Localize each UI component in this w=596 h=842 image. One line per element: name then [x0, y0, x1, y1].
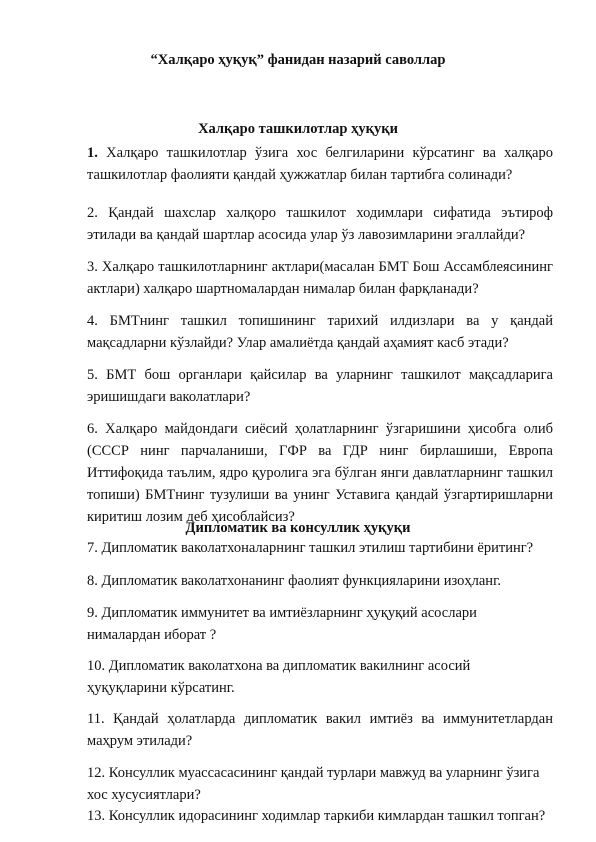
question-number: 11. — [87, 711, 105, 727]
question-6 — [87, 418, 553, 528]
question-8 — [87, 570, 553, 592]
section-title-diplomatic-consular-law: Дипломатик ва консуллик ҳуқуқи — [185, 520, 411, 536]
question-text: Халқаро ташкилотлар ўзига хос белгиларини кўрсатинг ва халқаро ташкилотлар фаолияти қандай ҳужжатлар билан тартибга солинади? — [87, 145, 553, 183]
question-text: Халқаро ташкилотларнинг актлари(масалан БМТ Бош Ассамблеясининг актлари) халқаро шартномалардан нималар билан фарқланади? — [87, 259, 553, 297]
question-5 — [87, 364, 553, 408]
question-13 — [87, 805, 553, 827]
question-10 — [87, 655, 553, 699]
question-number: 1. — [87, 145, 98, 161]
question-text: Консуллик идорасининг ходимлар таркиби кимлардан ташкил топган? — [105, 808, 546, 824]
question-text: БМТнинг ташкил топишининг тарихий илдизлари ва у қандай мақсадларни кўзлайди? Улар амалиётда қандай аҳамият касб этади? — [87, 313, 553, 351]
question-9 — [87, 602, 553, 646]
question-number: 12. — [87, 765, 106, 781]
document-title: “Халқаро ҳуқуқ” фанидан назарий саволлар — [150, 52, 446, 68]
section-title-international-organizations: Халқаро ташкилотлар ҳуқуқи — [198, 121, 398, 137]
question-text: Қандай ҳолатларда дипломатик вакил имтиёз ва иммунитетлардан маҳрум этилади? — [87, 711, 553, 749]
question-text: Дипломатик ваколатхона ва дипломатик вакилнинг асосий ҳуқуқларини кўрсатинг. — [87, 658, 471, 696]
question-1 — [87, 142, 553, 186]
question-number: 10. — [87, 658, 106, 674]
question-2 — [87, 202, 553, 246]
question-text: Консуллик муассасасининг қандай турлари мавжуд ва уларнинг ўзига хос хусусиятлари? — [87, 765, 540, 803]
question-text: Халқаро майдондаги сиёсий ҳолатларнинг ўзгаришини ҳисобга олиб (СССР нинг парчаланиши, ГФР ва ГДР нинг бирлашиши, Европа Иттифоқида таълим, ядро қуролига эга бўлган янги давлатларнинг ташкил топиши) БМТнинг тузулиши ва унинг Уставига қандай ўзгартиришларни киритиш лозим деб ҳисоблайсиз? — [87, 421, 553, 525]
question-text: Дипломатик ваколатхоналарнинг ташкил этилиш тартибини ёритинг? — [97, 540, 534, 556]
question-text: БМТ бош органлари қайсилар ва уларнинг ташкилот мақсадларига эришишдаги ваколатлари? — [87, 367, 553, 405]
question-number: 13. — [87, 808, 106, 824]
question-text: Дипломатик ваколатхонанинг фаолият функцияларини изоҳланг. — [97, 573, 502, 589]
question-number: 5. — [87, 367, 98, 383]
question-number: 4. — [87, 313, 98, 329]
question-11 — [87, 708, 553, 752]
question-number: 6. — [87, 421, 98, 437]
question-4 — [87, 310, 553, 354]
question-number: 8. — [87, 573, 98, 589]
question-7 — [87, 537, 553, 559]
question-text: Қандай шахслар халқоро ташкилот ходимлари сифатида эътироф этилади ва қандай шартлар асосида улар ўз лавозимларини эгаллайди? — [87, 205, 553, 243]
question-12 — [87, 762, 553, 806]
question-number: 2. — [87, 205, 98, 221]
question-number: 9. — [87, 605, 98, 621]
question-number: 3. — [87, 259, 98, 275]
question-text: Дипломатик иммунитет ва имтиёзларнинг ҳуқуқий асослари нималардан иборат ? — [87, 605, 477, 643]
question-3 — [87, 256, 553, 300]
question-number: 7. — [87, 540, 98, 556]
